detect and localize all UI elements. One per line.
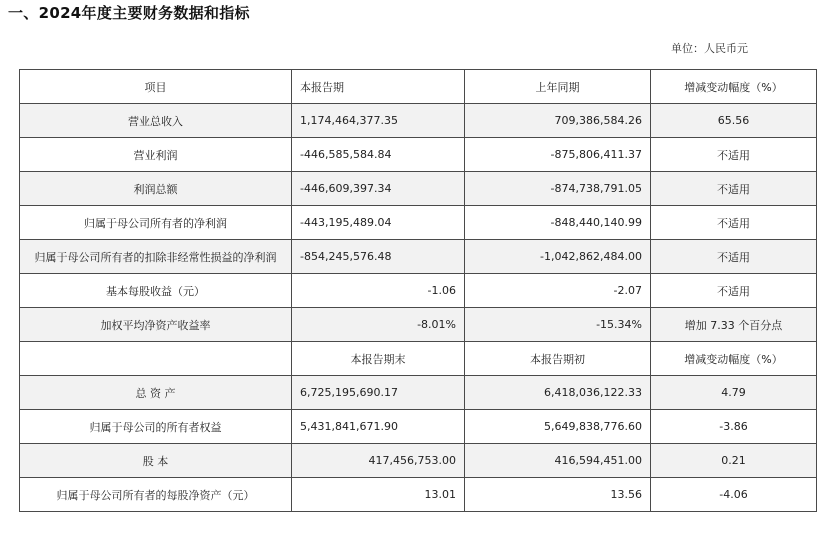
row-item: 股 本: [20, 444, 292, 478]
row-prior: 6,418,036,122.33: [465, 376, 651, 410]
row-change: 0.21: [651, 444, 817, 478]
table-row: [20, 138, 817, 172]
row-prior: 709,386,584.26: [465, 104, 651, 138]
row-change: 不适用: [651, 138, 817, 172]
table-row: [20, 478, 817, 512]
row-prior: -2.07: [465, 274, 651, 308]
row-current: -443,195,489.04: [292, 206, 465, 240]
row-item: 利润总额: [20, 172, 292, 206]
table-row: [20, 410, 817, 444]
row-item: 营业利润: [20, 138, 292, 172]
header-item: 项目: [20, 70, 292, 104]
row-change: -3.86: [651, 410, 817, 444]
row-change: 不适用: [651, 172, 817, 206]
row-item: 归属于母公司所有者的扣除非经常性损益的净利润: [20, 240, 292, 274]
row-item: 归属于母公司所有者的净利润: [20, 206, 292, 240]
header-prior-period: 上年同期: [465, 70, 651, 104]
row-current: -446,609,397.34: [292, 172, 465, 206]
table-row: [20, 240, 817, 274]
row-prior: -874,738,791.05: [465, 172, 651, 206]
currency-unit: 单位：人民币元: [671, 42, 748, 55]
row-current: 5,431,841,671.90: [292, 410, 465, 444]
row-prior: -1,042,862,484.00: [465, 240, 651, 274]
row-item: 营业总收入: [20, 104, 292, 138]
row-current: 1,174,464,377.35: [292, 104, 465, 138]
row-prior: 5,649,838,776.60: [465, 410, 651, 444]
row-prior: -15.34%: [465, 308, 651, 342]
header-period-start: 本报告期初: [465, 342, 651, 376]
row-current: -1.06: [292, 274, 465, 308]
table-row: [20, 376, 817, 410]
row-current: -8.01%: [292, 308, 465, 342]
row-change: 不适用: [651, 274, 817, 308]
row-change: 不适用: [651, 206, 817, 240]
section-title: 一、2024年度主要财务数据和指标: [8, 4, 250, 22]
row-item: 归属于母公司所有者的每股净资产（元）: [20, 478, 292, 512]
financial-data-table: [19, 69, 817, 512]
table-header-row: [20, 70, 817, 104]
row-change: 增加 7.33 个百分点: [651, 308, 817, 342]
header-change-pct-2: 增减变动幅度（%）: [651, 342, 817, 376]
table-row: [20, 172, 817, 206]
row-item: 总 资 产: [20, 376, 292, 410]
table-row: [20, 444, 817, 478]
row-item: 基本每股收益（元）: [20, 274, 292, 308]
row-item: 归属于母公司的所有者权益: [20, 410, 292, 444]
row-prior: 13.56: [465, 478, 651, 512]
header-change-pct: 增减变动幅度（%）: [651, 70, 817, 104]
table-row: [20, 206, 817, 240]
row-prior: -875,806,411.37: [465, 138, 651, 172]
row-change: -4.06: [651, 478, 817, 512]
table-row: [20, 308, 817, 342]
row-current: 6,725,195,690.17: [292, 376, 465, 410]
row-prior: 416,594,451.00: [465, 444, 651, 478]
row-current: 417,456,753.00: [292, 444, 465, 478]
row-change: 65.56: [651, 104, 817, 138]
table-row: [20, 104, 817, 138]
header-period-end: 本报告期末: [292, 342, 465, 376]
row-item: 加权平均净资产收益率: [20, 308, 292, 342]
row-prior: -848,440,140.99: [465, 206, 651, 240]
row-change: 4.79: [651, 376, 817, 410]
subheader-empty: [20, 342, 292, 376]
row-change: 不适用: [651, 240, 817, 274]
header-current-period: 本报告期: [292, 70, 465, 104]
row-current: -446,585,584.84: [292, 138, 465, 172]
table-row: [20, 274, 817, 308]
row-current: -854,245,576.48: [292, 240, 465, 274]
table-subheader-row: [20, 342, 817, 376]
row-current: 13.01: [292, 478, 465, 512]
